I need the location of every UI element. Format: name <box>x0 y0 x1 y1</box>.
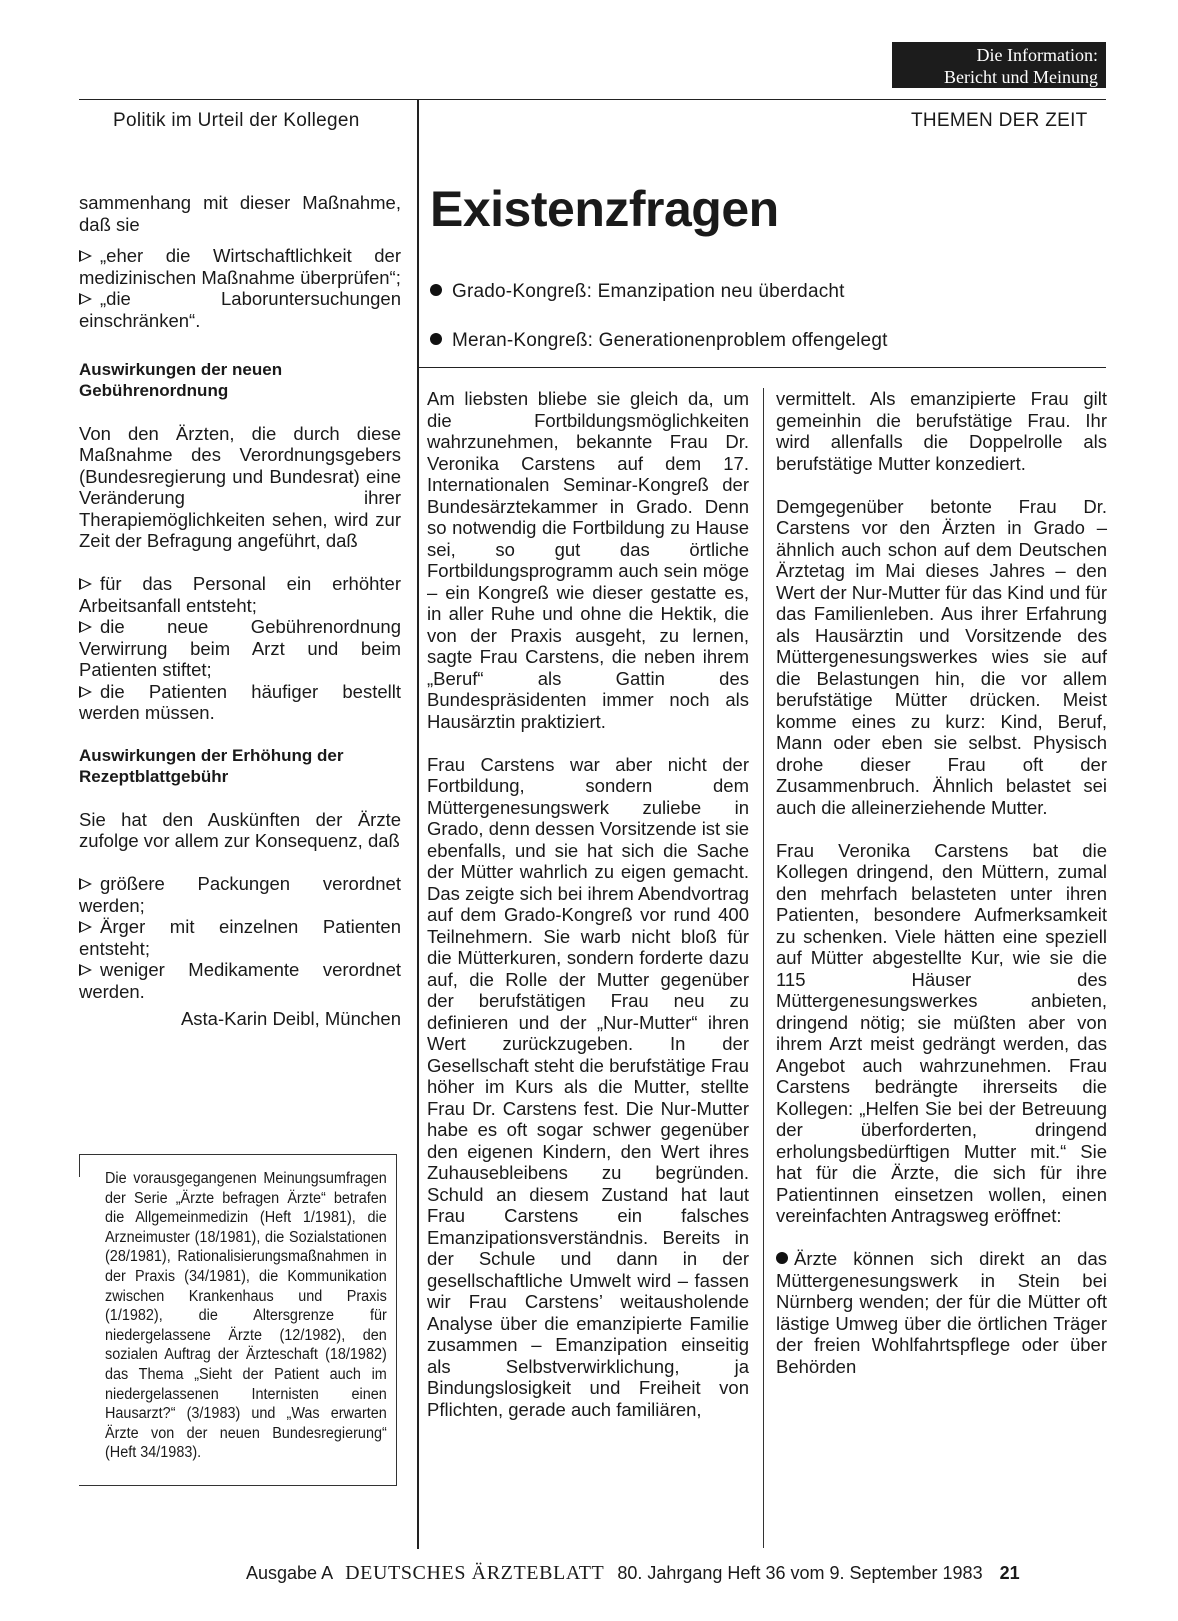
page-footer <box>246 1562 1020 1585</box>
list-item <box>79 245 401 288</box>
left-intro: sammenhang mit dieser Maßnahme, daß sie <box>79 192 401 235</box>
left-paragraph-1: Von den Ärzten, die durch diese Maßnahme des Verordnungsgebers (Bundesregierung und Bundesrat) eine Veränderung ihrer Therapiemöglichkeiten sehen, wird zur Zeit der Befragung angeführt, daß <box>79 422 401 551</box>
footer-journal: DEUTSCHES ÄRZTEBLATT <box>345 1562 605 1584</box>
author-signature: Asta-Karin Deibl, München <box>180 1008 401 1029</box>
triangle-bullet-icon <box>79 578 92 590</box>
section-label-right: THEMEN DER ZEIT <box>911 110 1088 131</box>
triangle-bullet-icon <box>79 621 92 633</box>
article-title: Existenzfragen <box>430 181 779 237</box>
left-column <box>79 192 401 1030</box>
subtitle-bullet-1 <box>430 281 845 303</box>
list-item <box>79 288 401 331</box>
bullet-dot-icon <box>430 284 442 296</box>
article-paragraph: vermittelt. Als emanzipierte Frau gilt gemeinhin die berufstätige Frau. Ihr wird allenfalls die Doppelrolle als berufstätige Mutter konzediert. <box>776 388 1107 474</box>
list-item <box>79 959 401 1002</box>
article-paragraph: Frau Carstens war aber nicht der Fortbildung, sondern dem Müttergenesungswerk zuliebe in Grado, denn dessen Vorsitzende ist sie ebenfalls, und sie hat sich die Sache der Mütter wahrlich zu eigen gemacht. Das zeigte sich bei ihrem Abendvortrag auf dem Grado-Kongreß vor rund 400 Teilnehmern. Sie warb nicht bloß für die Mütterkuren, sondern forderte dazu auf, die Rolle der Mutter gegenüber der berufstätigen Frau neu zu definieren und der „Nur-Mutter“ ihren Wert zurückzugeben. In der Gesellschaft steht die berufstätige Frau höher im Kurs als die Mutter, stellte Frau Dr. Carstens fest. Die Nur-Mutter habe es oft sogar schwer gegenüber den eigenen Kindern, den Wert ihres Zuhausebleibens zu begründen. Schuld an diesem Zustand hat laut Frau Carstens ein falsches Emanzipationsverständnis. Bereits in der Schule und dann in der gesellschaftliche Umwelt wird – fassen wir Frau Carstens’ weitausholende Analyse über die emanzipierte Familie zusammen – Emanzipation einseitig als Selbstverwirklichung, ja Bindungslosigkeit und Freiheit von Pflichten, gerade auch familiären, <box>427 753 749 1420</box>
article-column-1 <box>427 388 749 1420</box>
triangle-bullet-icon <box>79 964 92 976</box>
series-info-text: Die vorausgegangenen Meinungsumfragen der Serie „Ärzte befragen Ärzte“ betrafen die Allgemeinmedizin (Heft 1/1981), die Arzneimuster (18/1981), die Sozialstationen (28/1981), Rationalisierungsmaßnahmen in der Praxis (34/1981), die Kommunikation zwischen Krankenhaus und Praxis (1/1982), die Altersgrenze für niedergelassene Ärzte (12/1982), den sozialen Auftrag der Ärzteschaft (18/1982) das Thema „Sieht der Patient auch im niedergelassenen Internisten einen Hausarzt?“ (3/1983) und „Was erwarten Ärzte von der neuen Bundesregierung“ (Heft 34/1983). <box>105 1170 387 1462</box>
triangle-bullet-icon <box>79 686 92 698</box>
subtitle-text-2: Meran-Kongreß: Generationenproblem offengelegt <box>452 330 888 351</box>
badge-line-1: Die Information: <box>976 45 1098 65</box>
list-item-text: die Patienten häufiger bestellt werden müssen. <box>79 680 401 723</box>
section-badge <box>892 42 1106 88</box>
list-item-text: weniger Medikamente verordnet werden. <box>79 959 401 1002</box>
title-divider <box>417 367 1106 368</box>
list-item <box>79 916 401 959</box>
list-item-text: Ärger mit einzelnen Patienten entsteht; <box>79 916 401 959</box>
subtitle-bullet-2 <box>430 330 888 352</box>
subtitle-text-1: Grado-Kongreß: Emanzipation neu überdacht <box>452 281 845 302</box>
subheading-2: Auswirkungen der Erhöhung der Rezeptblattgebühr <box>79 746 344 786</box>
header-rule <box>79 99 1106 100</box>
list-item <box>79 681 401 724</box>
article-paragraph: Demgegenüber betonte Frau Dr. Carstens vor den Ärzten in Grado – ähnlich auch schon auf dem Deutschen Ärztetag im Mai dieses Jahres – den Wert der Nur-Mutter für das Kind und für das Familienleben. Aus ihrer Erfahrung als Hausärztin und Vorsitzende des Müttergenesungswerkes wies sie auf die Belastungen hin, die vor allem berufstätige Mütter drücken. Meist komme eines zu kurz: Kind, Beruf, Mann oder eben sie selbst. Physisch drohe dieser Frau oft der Zusammenbruch. Ähnlich belastet sei auch die alleinerziehende Mutter. <box>776 495 1107 818</box>
list-item-text: für das Personal ein erhöhter Arbeitsanfall entsteht; <box>79 573 401 616</box>
list-item <box>79 616 401 681</box>
article-bullet-paragraph <box>776 1248 1107 1377</box>
list-item-text: die neue Gebührenordnung Verwirrung beim Arzt und beim Patienten stiftet; <box>79 616 401 680</box>
article-column-2 <box>776 388 1107 1377</box>
page-number: 21 <box>999 1563 1020 1583</box>
triangle-bullet-icon <box>79 921 92 933</box>
list-item-text: größere Packungen verordnet werden; <box>79 873 401 916</box>
list-item <box>79 573 401 616</box>
left-paragraph-2: Sie hat den Auskünften der Ärzte zufolge vor allem zur Konsequenz, daß <box>79 808 401 851</box>
list-item-text: „eher die Wirtschaftlichkeit der medizinischen Maßnahme überprüfen“; <box>79 245 401 288</box>
footer-edition: Ausgabe A <box>246 1563 333 1583</box>
subheading-1: Auswirkungen der neuen Gebührenordnung <box>79 360 283 400</box>
footer-issue: 80. Jahrgang Heft 36 vom 9. September 1983 <box>617 1563 983 1583</box>
column-divider <box>417 99 419 1549</box>
article-bullet-text: Ärzte können sich direkt an das Müttergenesungswerk in Stein bei Nürnberg wenden; der für die Mütter oft lästige Umweg über die örtlichen Träger der freien Wohlfahrtspflege oder über Behörden <box>776 1248 1107 1377</box>
triangle-bullet-icon <box>79 878 92 890</box>
list-item-text: „die Laboruntersuchungen einschränken“. <box>79 288 401 331</box>
article-paragraph: Frau Veronika Carstens bat die Kollegen dringend, den Müttern, zumal den mehrfach belasteten unter ihren Patienten, besondere Aufmerksamkeit zu schenken. Viele hätten eine speziell auf Mütter abgestellte Kur, wie sie die 115 Häuser des Müttergenesungswerkes anbieten, dringend nötig; sie müßten aber von ihrem Arzt meist gedrängt werden, das Angebot auch wahrzunehmen. Frau Carstens bedrängte ihrerseits die Kollegen: „Helfen Sie bei der Betreuung der überforderten, dringend erholungsbedürftigen Mutter mit.“ Sie hat für die Ärzte, die sich für ihre Patientinnen einsetzen wollen, einen vereinfachten Antragsweg eröffnet: <box>776 839 1107 1226</box>
badge-line-2: Bericht und Meinung <box>944 67 1098 87</box>
bullet-dot-icon <box>776 1252 788 1264</box>
box-corner-mark <box>79 1155 80 1177</box>
article-column-divider <box>763 388 764 1548</box>
triangle-bullet-icon <box>79 250 92 262</box>
section-label-left: Politik im Urteil der Kollegen <box>113 110 360 131</box>
bullet-dot-icon <box>430 333 442 345</box>
list-item <box>79 873 401 916</box>
triangle-bullet-icon <box>79 293 92 305</box>
series-info-box <box>79 1154 397 1486</box>
article-paragraph: Am liebsten bliebe sie gleich da, um die Fortbildungsmöglichkeiten wahrzunehmen, bekannte Frau Dr. Veronika Carstens auf dem 17. Internationalen Seminar-Kongreß der Bundesärztekammer in Grado. Denn so notwendig die Fortbildung zu Hause sei, so gut das örtliche Fortbildungsprogramm auch sein möge – ein Kongreß wie dieser gestatte es, in aller Ruhe und ohne die Hektik, die von der Praxis ausgeht, zu lernen, sagte Frau Carstens, die neben ihrem „Beruf“ als Gattin des Bundespräsidenten immer noch als Hausärztin praktiziert. <box>427 388 749 732</box>
